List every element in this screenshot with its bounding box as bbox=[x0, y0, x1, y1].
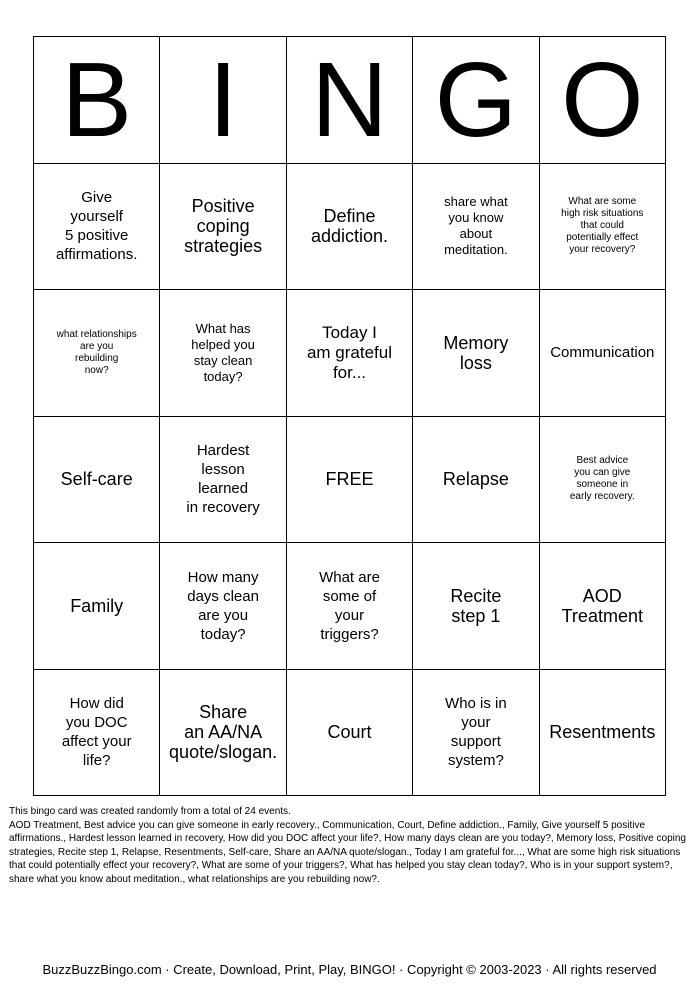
bingo-cell: Hardest lesson learned in recovery bbox=[160, 417, 286, 544]
bingo-cell: How many days clean are you today? bbox=[160, 543, 286, 670]
header-letter-i: I bbox=[160, 37, 286, 164]
bingo-cell: Self-care bbox=[34, 417, 160, 544]
bingo-cell: what relationships are you rebuilding now? bbox=[34, 290, 160, 417]
bingo-cell: Best advice you can give someone in early recovery. bbox=[540, 417, 666, 544]
card-info-events: AOD Treatment, Best advice you can give someone in early recovery., Communication, Court, Define addiction., Family, Give yourself 5 positive affirmations., Hardest lesson learned in recovery, How did you DOC affect your life?, How many days clean are you today?, Memory loss, Positive coping strategies, Recite step 1, Relapse, Resentments, Self-care, Share an AA/NA quote/slogan., Today I am grateful for..., What are some high risk situations that could potentially effect your recovery?, What are some of your triggers?, What has helped you stay clean today?, Who is in your support system?, share what you know about meditation., what relationships are you rebuilding now?. bbox=[9, 819, 686, 885]
header-letter-n: N bbox=[287, 37, 413, 164]
site-footer: BuzzBuzzBingo.com · Create, Download, Print, Play, BINGO! · Copyright © 2003-2023 · All rights reserved bbox=[42, 962, 657, 977]
bingo-cell: AOD Treatment bbox=[540, 543, 666, 670]
bingo-cell: Who is in your support system? bbox=[413, 670, 539, 797]
bingo-cell: Recite step 1 bbox=[413, 543, 539, 670]
bingo-cell: Court bbox=[287, 670, 413, 797]
bingo-cell: Positive coping strategies bbox=[160, 164, 286, 291]
free-space-cell: FREE bbox=[287, 417, 413, 544]
bingo-cell: Family bbox=[34, 543, 160, 670]
header-letter-o: O bbox=[540, 37, 666, 164]
bingo-cell: Share an AA/NA quote/slogan. bbox=[160, 670, 286, 797]
card-info-summary: This bingo card was created randomly from a total of 24 events. bbox=[9, 806, 291, 817]
header-letter-b: B bbox=[34, 37, 160, 164]
bingo-cell: Define addiction. bbox=[287, 164, 413, 291]
bingo-cell: Memory loss bbox=[413, 290, 539, 417]
bingo-cell: Relapse bbox=[413, 417, 539, 544]
bingo-cell: How did you DOC affect your life? bbox=[34, 670, 160, 797]
bingo-cell: Today I am grateful for... bbox=[287, 290, 413, 417]
bingo-card bbox=[33, 36, 666, 796]
header-letter-g: G bbox=[413, 37, 539, 164]
bingo-cell: Give yourself 5 positive affirmations. bbox=[34, 164, 160, 291]
bingo-cell: What are some high risk situations that could potentially effect your recovery? bbox=[540, 164, 666, 291]
bingo-cell: Resentments bbox=[540, 670, 666, 797]
bingo-cell: share what you know about meditation. bbox=[413, 164, 539, 291]
bingo-cell: What are some of your triggers? bbox=[287, 543, 413, 670]
card-info bbox=[9, 805, 689, 886]
bingo-cell: Communication bbox=[540, 290, 666, 417]
bingo-cell: What has helped you stay clean today? bbox=[160, 290, 286, 417]
